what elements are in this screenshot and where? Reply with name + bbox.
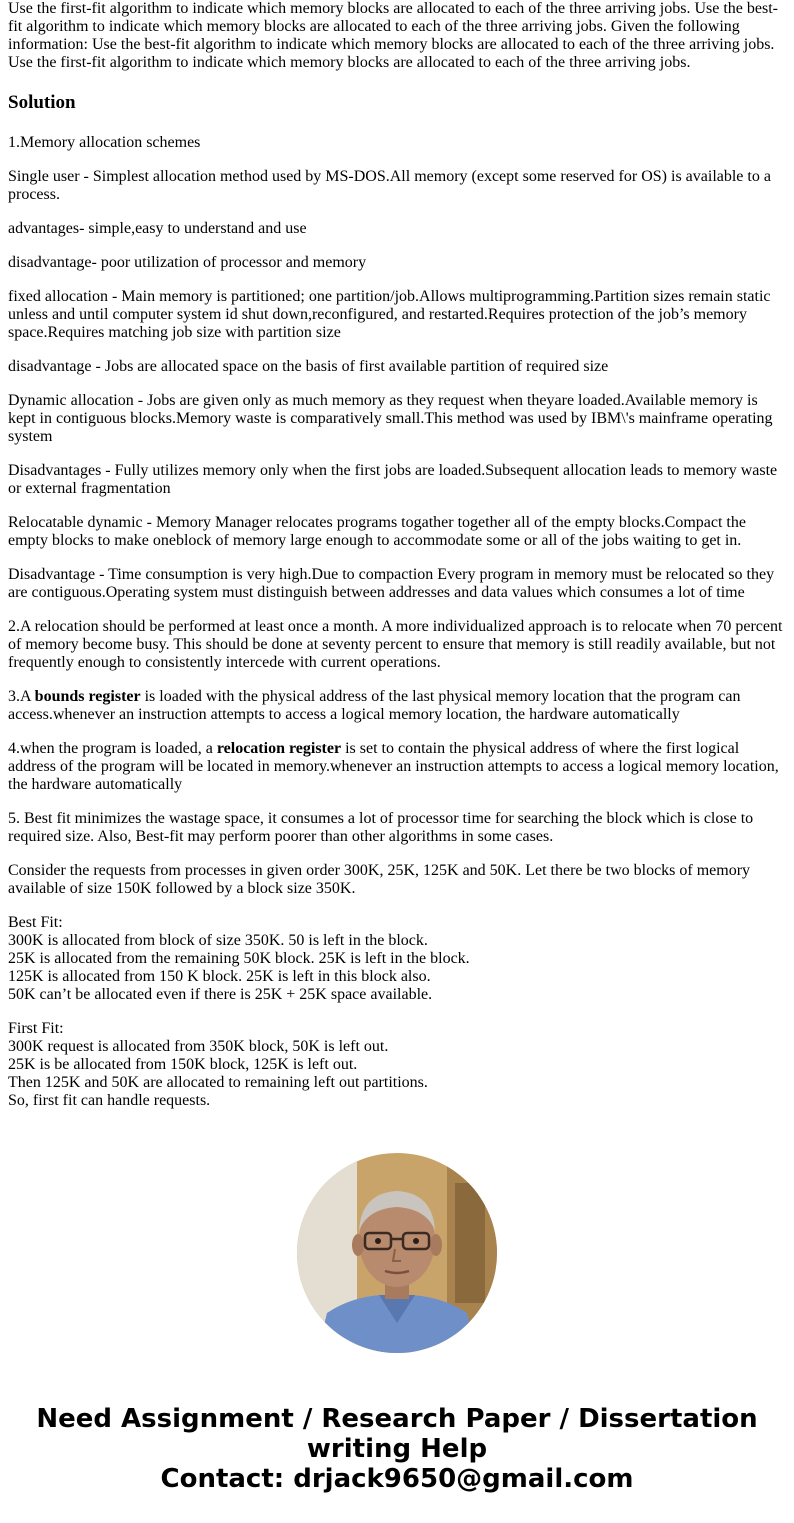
first-fit-title: First Fit: (8, 1020, 64, 1037)
footer-contact-banner (0, 1404, 794, 1494)
first-fit-line: 300K request is allocated from 350K block, 50K is left out. (8, 1038, 389, 1055)
author-avatar (297, 1153, 497, 1353)
first-fit-line: So, first fit can handle requests. (8, 1092, 211, 1109)
paragraph-example-requests: Consider the requests from processes in given order 300K, 25K, 125K and 50K. Let there be two blocks of memory available of size 150K followed by a block size 350K. (8, 862, 751, 897)
footer-line-2: writing Help (306, 1434, 488, 1464)
intro-question: Use the first-fit algorithm to indicate which memory blocks are allocated to each of the three arriving jobs. Use the best-fit algorithm to indicate which memory blocks are allocated to each of the three arriving jobs. Given the following information: Use the best-fit algorithm to indicate which memory blocks are allocated to each of the three arriving jobs. Use the first-fit algorithm to indicate which memory blocks are allocated to each of the three arriving jobs. (8, 0, 778, 71)
paragraph-dynamic-allocation: Dynamic allocation - Jobs are given only as much memory as they request when theyare loaded.Available memory is kept in contiguous blocks.Memory waste is comparatively small.This method was used by IBM\'s mainframe operating system (8, 392, 773, 445)
paragraph-relocation-frequency: 2.A relocation should be performed at least once a month. A more individualized approach is to relocate when 70 percent of memory become busy. This should be done at seventy percent to ensure that memory is still readily available, but not frequently enough to consistently intercede with current operations. (8, 618, 783, 671)
relocation-post: is set to contain the physical address of where the first logical address of the program will be located in memory.whenever an instruction attempts to access a logical memory location, the hardware automatically (8, 740, 779, 793)
bounds-pre: 3.A (8, 688, 35, 705)
paragraph-best-fit-summary: 5. Best fit minimizes the wastage space, it consumes a lot of processor time for searching the block which is close to required size. Also, Best-fit may perform poorer than other algorithms in some cases. (8, 810, 754, 845)
footer-contact-email: Contact: drjack9650@gmail.com (160, 1464, 634, 1494)
relocation-register-term: relocation register (216, 740, 342, 757)
paragraph-relocation-register (8, 740, 784, 794)
best-fit-line: 300K is allocated from block of size 350K. 50 is left in the block. (8, 932, 428, 949)
paragraph-fixed-allocation: fixed allocation - Main memory is partitioned; one partition/job.Allows multiprogramming.Partition sizes remain static unless and until computer system id shut down,reconfigured, and restarted.Requires protection of the job’s memory space.Requires matching job size with partition size (8, 288, 771, 341)
best-fit-line: 50K can’t be allocated even if there is 25K + 25K space available. (8, 986, 433, 1003)
paragraph-fixed-disadvantage: disadvantage - Jobs are allocated space on the basis of first available partition of required size (8, 358, 609, 375)
paragraph-memory-schemes: 1.Memory allocation schemes (8, 134, 201, 151)
paragraph-relocatable-dynamic: Relocatable dynamic - Memory Manager relocates programs togather together all of the empty blocks.Compact the empty blocks to make oneblock of memory large enough to accommodate some or all of the jobs waiting to get in. (8, 514, 746, 549)
solution-heading: Solution (8, 92, 76, 113)
paragraph-relocatable-disadvantage: Disadvantage - Time consumption is very high.Due to compaction Every program in memory must be relocated so they are contiguous.Operating system must distinguish between addresses and data values which consumes a lot of time (8, 566, 775, 601)
paragraph-single-user: Single user - Simplest allocation method used by MS-DOS.All memory (except some reserved for OS) is available to a process. (8, 168, 771, 203)
best-fit-line: 25K is allocated from the remaining 50K block. 25K is left in the block. (8, 950, 470, 967)
document-body (8, 0, 784, 1126)
first-fit-line: 25K is be allocated from 150K block, 125K is left out. (8, 1056, 358, 1073)
bounds-post: is loaded with the physical address of the last physical memory location that the program can access.whenever an instruction attempts to access a logical memory location, the hardware automatically (8, 688, 741, 723)
first-fit-block (8, 1020, 784, 1110)
paragraph-disadvantage: disadvantage- poor utilization of processor and memory (8, 254, 367, 271)
paragraph-dynamic-disadvantages: Disadvantages - Fully utilizes memory only when the first jobs are loaded.Subsequent allocation leads to memory waste or external fragmentation (8, 462, 778, 497)
best-fit-block (8, 914, 784, 1004)
first-fit-line: Then 125K and 50K are allocated to remaining left out partitions. (8, 1074, 428, 1091)
best-fit-title: Best Fit: (8, 914, 63, 931)
best-fit-line: 125K is allocated from 150 K block. 25K is left in this block also. (8, 968, 431, 985)
bounds-register-term: bounds register (34, 688, 141, 705)
footer-line-1: Need Assignment / Research Paper / Dissertation (36, 1404, 758, 1434)
relocation-pre: 4.when the program is loaded, a (8, 740, 217, 757)
avatar-portrait-image (297, 1153, 497, 1353)
paragraph-advantages: advantages- simple,easy to understand and use (8, 220, 307, 237)
paragraph-bounds-register (8, 688, 784, 724)
